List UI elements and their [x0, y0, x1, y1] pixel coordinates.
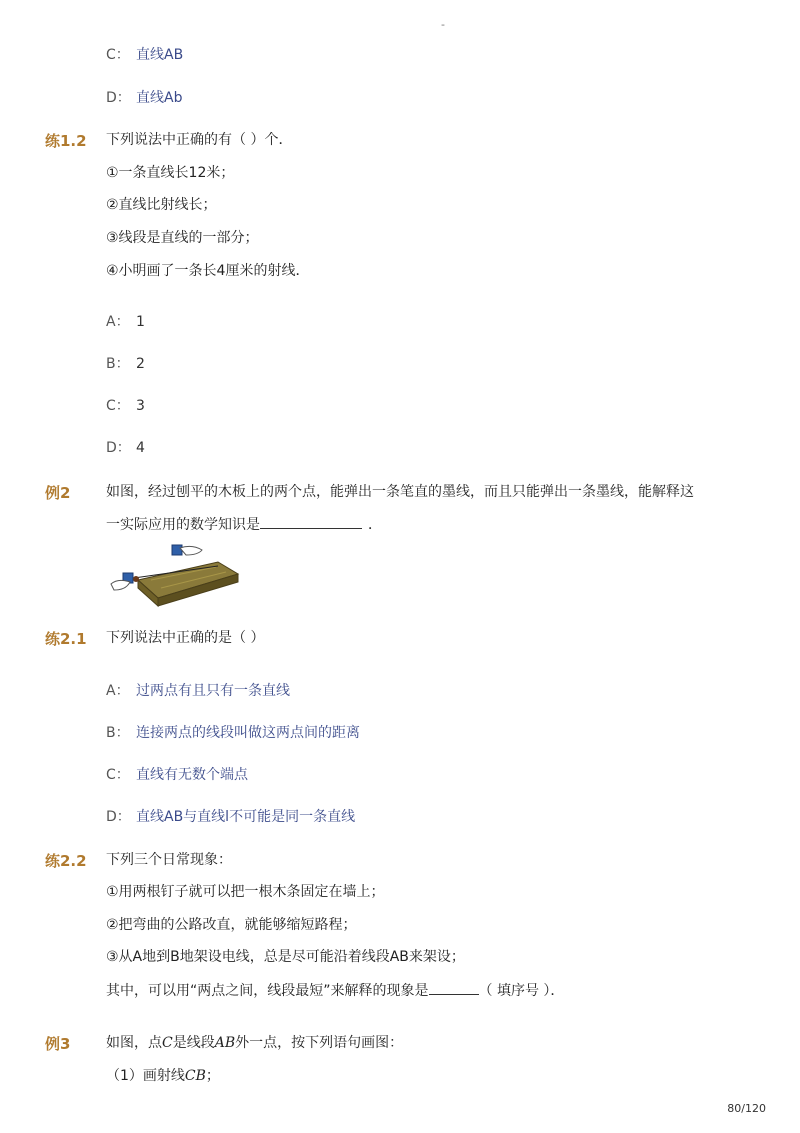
step-text: ； — [205, 1068, 220, 1084]
option-text: 4 — [136, 440, 145, 456]
question-label: 练2.1 — [45, 630, 87, 648]
statement: ①一条直线长12米； — [106, 165, 235, 181]
option-b — [106, 724, 360, 742]
question-stem: 下列三个日常现象： — [106, 852, 232, 868]
option-text: 直线有无数个端点 — [136, 767, 248, 783]
statement: ②直线比射线长； — [106, 197, 217, 213]
variable-c: C — [162, 1035, 173, 1051]
stem-text: 是线段 — [172, 1035, 215, 1051]
option-key: A： — [106, 683, 130, 699]
option-key: D： — [106, 440, 131, 456]
option-key: C： — [106, 767, 130, 783]
stem-text: 如图，点 — [106, 1035, 162, 1051]
stem-text: 外一点，按下列语句画图： — [235, 1035, 404, 1051]
option-text: 1 — [136, 314, 145, 330]
option-text: 直线Ab — [136, 90, 183, 106]
question-stem: 下列说法中正确的有（ ）个． — [106, 132, 293, 148]
option-c — [106, 397, 145, 415]
option-c — [106, 46, 183, 64]
statement: ④小明画了一条长4厘米的射线． — [106, 263, 310, 279]
option-key: B： — [106, 356, 130, 372]
wooden-plank — [138, 562, 238, 606]
statement: ①用两根钉子就可以把一根木条固定在墙上； — [106, 884, 385, 900]
question-stem: 下列说法中正确的是（ ） — [106, 630, 265, 646]
answer-blank[interactable] — [429, 981, 479, 995]
example-label: 例2 — [45, 484, 71, 502]
conclusion — [106, 981, 564, 1000]
answer-blank[interactable] — [260, 515, 362, 529]
left-hand-icon — [111, 573, 139, 590]
option-text: 直线AB与直线l不可能是同一条直线 — [136, 809, 356, 825]
conclusion-text: 其中，可以用“两点之间，线段最短”来解释的现象是 — [106, 983, 429, 999]
option-text: 3 — [136, 398, 145, 414]
option-b — [106, 355, 145, 373]
example-stem-line1: 如图，经过刨平的木板上的两个点，能弹出一条笔直的墨线，而且只能弹出一条墨线，能解释这 — [106, 484, 694, 500]
option-key: A： — [106, 314, 130, 330]
statement: ②把弯曲的公路改直，就能够缩短路程； — [106, 917, 357, 933]
option-text: 2 — [136, 356, 145, 372]
page-number: 80/120 — [727, 1102, 766, 1115]
option-key: C： — [106, 398, 130, 414]
stem-text: ． — [368, 517, 382, 533]
example-step-1 — [106, 1067, 220, 1085]
option-d — [106, 808, 355, 826]
example-label: 例3 — [45, 1035, 71, 1053]
option-a — [106, 682, 290, 700]
example-stem-line2 — [106, 515, 382, 534]
option-text: 连接两点的线段叫做这两点间的距离 — [136, 725, 360, 741]
option-c — [106, 766, 248, 784]
option-key: C： — [106, 47, 130, 63]
option-d — [106, 439, 145, 457]
question-label: 练2.2 — [45, 852, 87, 870]
option-key: D： — [106, 809, 131, 825]
option-key: D： — [106, 90, 131, 106]
right-hand-icon — [172, 545, 202, 555]
header-mark: - — [441, 18, 445, 31]
statement: ③线段是直线的一部分； — [106, 230, 259, 246]
variable-ab: AB — [214, 1035, 236, 1051]
option-a — [106, 313, 145, 331]
option-key: B： — [106, 725, 130, 741]
option-text: 直线AB — [136, 47, 184, 63]
variable-cb: CB — [184, 1068, 206, 1084]
option-text: 过两点有且只有一条直线 — [136, 683, 290, 699]
conclusion-text: （ 填序号 ）． — [478, 983, 565, 999]
statement: ③从A地到B地架设电线，总是尽可能沿着线段AB来架设； — [106, 949, 465, 965]
question-label: 练1.2 — [45, 132, 87, 150]
step-text: （1）画射线 — [106, 1068, 185, 1084]
option-d — [106, 89, 182, 107]
wooden-plank-ink-line-figure — [106, 540, 242, 608]
example-stem — [106, 1034, 403, 1052]
stem-text: 一实际应用的数学知识是 — [106, 517, 260, 533]
